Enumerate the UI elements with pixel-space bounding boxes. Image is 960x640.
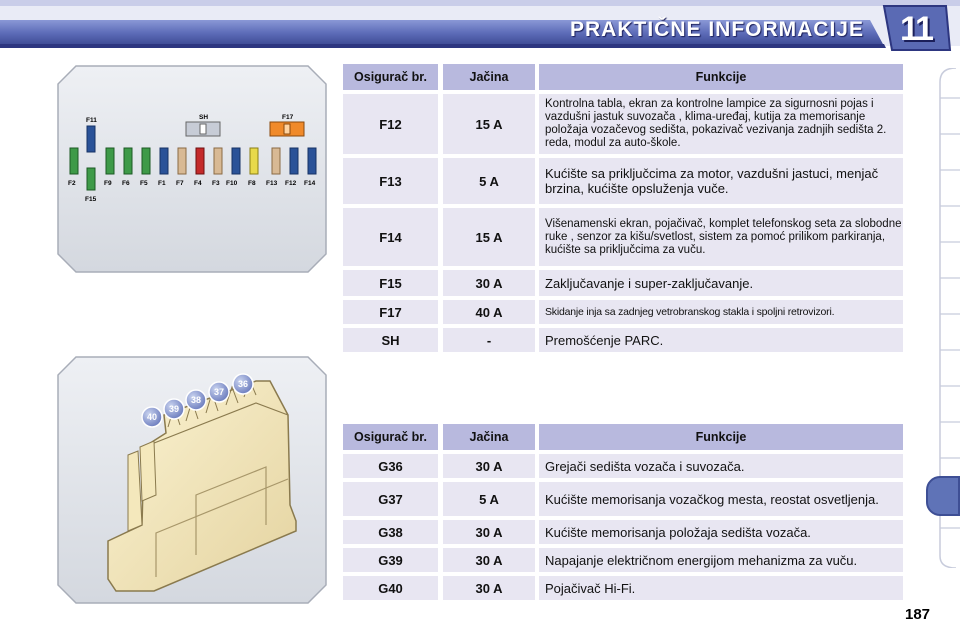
fuse-label-f9: F9 — [104, 180, 112, 187]
fuse-label-f15: F15 — [85, 196, 97, 203]
table-row — [343, 158, 903, 204]
fuse-label-f2: F2 — [68, 180, 76, 187]
fuse-function: Kontrolna tabla, ekran za kontrolne lampice za sigurnosni pojas i vazdušni jastuk suvozača , klima-uređaj, kutija za memorisanje položaja vozačevog sedišta, pokazivač vezivanja zadnjih sedišta 2. reda, modul za auto-škole. — [539, 94, 903, 154]
fuse-rating: 5 A — [443, 158, 535, 204]
fuse-number: F13 — [343, 158, 438, 204]
fuse-box-illustration — [56, 64, 328, 274]
header-functions: Funkcije — [539, 424, 903, 450]
header-fuse-number: Osigurač br. — [343, 64, 438, 90]
fuse-function: Skidanje inja sa zadnjeg vetrobranskog stakla i spoljni retrovizori. — [539, 300, 903, 324]
page-number: 187 — [905, 606, 931, 623]
connector-label-40: 40 — [146, 412, 158, 422]
fuse-number: F14 — [343, 208, 438, 266]
fuse-label-f4: F4 — [194, 180, 202, 187]
fuse-function: Premošćenje PARC. — [539, 328, 903, 352]
fuse-label-f17: F17 — [282, 114, 294, 121]
fuse-label-f1: F1 — [158, 180, 166, 187]
fuse-function: Pojačivač Hi-Fi. — [539, 576, 903, 600]
fuse-number: G37 — [343, 482, 438, 516]
fuse-rating: 5 A — [443, 482, 535, 516]
fuse-number: F17 — [343, 300, 438, 324]
table-row — [343, 520, 903, 544]
page-title: PRAKTIČNE INFORMACIJE — [569, 18, 864, 41]
chapter-tab-active[interactable] — [926, 476, 960, 516]
fuse-rating: 30 A — [443, 548, 535, 572]
table-header — [343, 424, 903, 450]
header-rating: Jačina — [443, 64, 535, 90]
fuse-number: G36 — [343, 454, 438, 478]
table-row — [343, 300, 903, 324]
table-row — [343, 454, 903, 478]
fuse-label-f12: F12 — [285, 180, 297, 187]
fuse-label-f5: F5 — [140, 180, 148, 187]
fuse-label-f8: F8 — [248, 180, 256, 187]
fuse-label-f3: F3 — [212, 180, 220, 187]
fuse-number: SH — [343, 328, 438, 352]
fuse-function: Višenamenski ekran, pojačivač, komplet telefonskog seta za slobodne ruke , senzor za kišu/svetlost, sistem za pomoć prilikom parkiranja, kućište sa priključcima za vuču. — [539, 208, 903, 266]
fuse-function: Grejači sedišta vozača i suvozača. — [539, 454, 903, 478]
fuse-number: G38 — [343, 520, 438, 544]
fuse-rating: 30 A — [443, 454, 535, 478]
fuse-rating: 30 A — [443, 576, 535, 600]
fuse-label-f6: F6 — [122, 180, 130, 187]
table-row — [343, 482, 903, 516]
fuse-number: F12 — [343, 94, 438, 154]
connector-label-39: 39 — [168, 404, 180, 414]
fuse-number: G40 — [343, 576, 438, 600]
connector-illustration — [56, 355, 328, 605]
header-fuse-number: Osigurač br. — [343, 424, 438, 450]
fuse-rating: - — [443, 328, 535, 352]
fuse-number: F15 — [343, 270, 438, 296]
table-header — [343, 64, 903, 90]
fuse-function: Napajanje električnom energijom mehanizma za vuču. — [539, 548, 903, 572]
header-functions: Funkcije — [539, 64, 903, 90]
fuse-label-sh: SH — [199, 114, 209, 121]
fuse-label-f7: F7 — [176, 180, 184, 187]
table-row — [343, 548, 903, 572]
fuse-label-f14: F14 — [304, 180, 316, 187]
fuse-function: Zaključavanje i super-zaključavanje. — [539, 270, 903, 296]
fuse-label-f11: F11 — [86, 117, 97, 124]
table-row — [343, 208, 903, 266]
fuse-rating: 15 A — [443, 208, 535, 266]
fuse-label-f13: F13 — [266, 180, 278, 187]
table-row — [343, 94, 903, 154]
fuse-number: G39 — [343, 548, 438, 572]
table-row — [343, 328, 903, 352]
table-row — [343, 576, 903, 600]
fuse-rating: 30 A — [443, 520, 535, 544]
table-row — [343, 270, 903, 296]
fuse-function: Kućište memorisanja položaja sedišta vozača. — [539, 520, 903, 544]
connector-label-38: 38 — [190, 395, 202, 405]
connector-label-37: 37 — [213, 387, 225, 397]
fuse-rating: 30 A — [443, 270, 535, 296]
fuse-label-f10: F10 — [226, 180, 238, 187]
chapter-number: 11 — [900, 10, 932, 48]
fuse-function: Kućište memorisanja vozačkog mesta, reostat osvetljenja. — [539, 482, 903, 516]
page-header — [0, 0, 960, 56]
header-rating: Jačina — [443, 424, 535, 450]
fuse-rating: 40 A — [443, 300, 535, 324]
connector-label-36: 36 — [237, 379, 249, 389]
fuse-rating: 15 A — [443, 94, 535, 154]
fuse-function: Kućište sa priključcima za motor, vazdušni jastuci, menjač brzina, kućište opsluženja vuče. — [539, 158, 903, 204]
